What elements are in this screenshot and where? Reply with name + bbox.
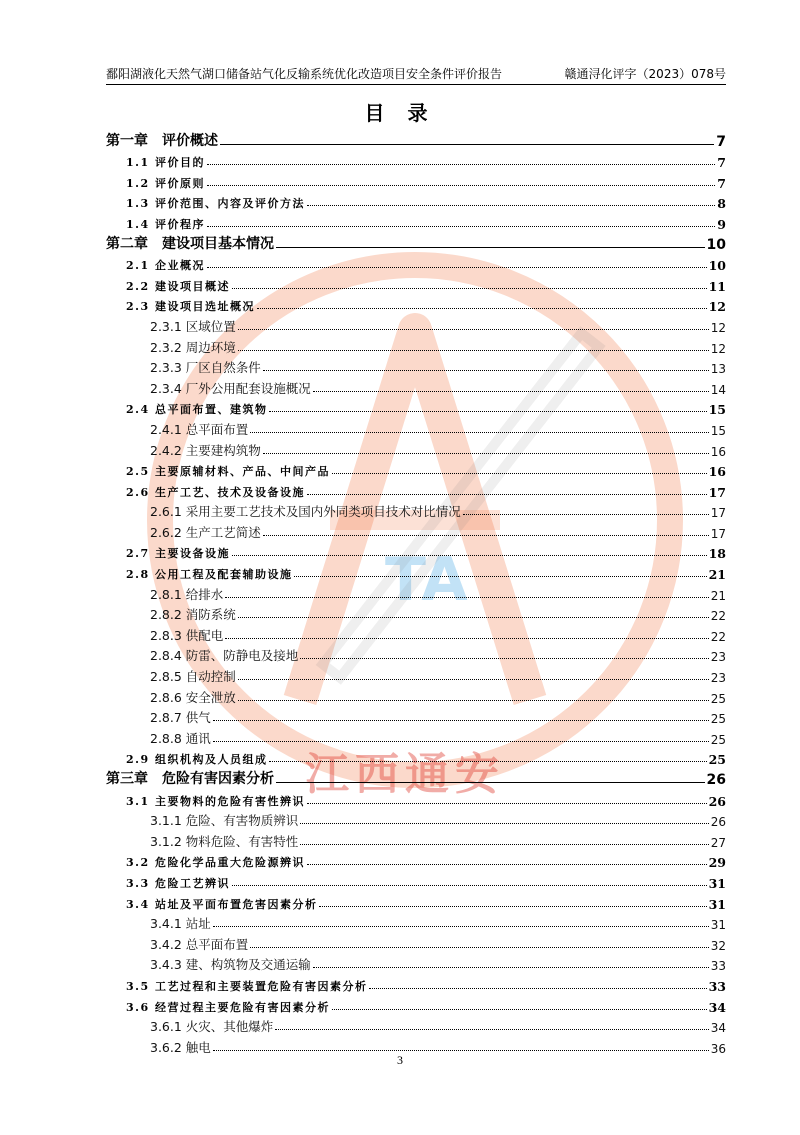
toc-subsection-entry[interactable] — [106, 500, 726, 521]
toc-entry-label: 1.4 评价程序 — [126, 217, 205, 231]
toc-entry-page: 31 — [708, 875, 726, 891]
toc-subsection-entry[interactable] — [106, 644, 726, 665]
toc-entry-label: 3.4.3 建、构筑物及交通运输 — [150, 957, 311, 973]
toc-leader-dots — [250, 432, 708, 433]
toc-leader-dots — [257, 308, 707, 309]
toc-subsection-entry[interactable] — [106, 829, 726, 850]
toc-entry-page: 12 — [710, 341, 726, 356]
toc-entry-page: 26 — [710, 815, 726, 830]
watermark-logo-letters: TA — [385, 545, 468, 615]
toc-entry-page: 25 — [708, 752, 726, 768]
toc-entry-label: 2.4.1 总平面布置 — [150, 421, 249, 437]
toc-entry-page: 9 — [717, 216, 726, 232]
toc-leader-dots — [238, 679, 709, 680]
toc-leader-dots — [213, 741, 709, 742]
toc-leader-dots — [276, 782, 705, 783]
toc-section-entry[interactable] — [106, 253, 726, 274]
toc-subsection-entry[interactable] — [106, 603, 726, 624]
toc-leader-dots — [225, 597, 708, 598]
toc-entry-page: 7 — [716, 133, 726, 150]
toc-subsection-entry[interactable] — [106, 314, 726, 335]
toc-subsection-entry[interactable] — [106, 438, 726, 459]
toc-subsection-entry[interactable] — [106, 809, 726, 830]
toc-entry-page: 14 — [710, 382, 726, 397]
toc-entry-label: 3.2 危险化学品重大危险源辨识 — [126, 856, 305, 870]
toc-leader-dots — [232, 288, 707, 289]
toc-entry-label: 3.1 主要物料的危险有害性辨识 — [126, 794, 305, 808]
toc-section-entry[interactable] — [106, 273, 726, 294]
toc-entry-label: 3.1.1 危险、有害物质辨识 — [150, 813, 299, 829]
toc-entry-label: 3.6 经营过程主要危险有害因素分析 — [126, 1000, 330, 1014]
toc-entry-page: 10 — [708, 258, 726, 274]
toc-entry-label: 2.3.4 厂外公用配套设施概况 — [150, 380, 311, 396]
toc-leader-dots — [238, 350, 709, 351]
toc-leader-dots — [213, 926, 709, 927]
toc-entry-label: 第三章 危险有害因素分析 — [106, 771, 274, 787]
toc-subsection-entry[interactable] — [106, 356, 726, 377]
toc-entry-page: 12 — [708, 299, 726, 315]
toc-section-entry[interactable] — [106, 870, 726, 891]
toc-entry-label: 3.6.1 火灾、其他爆炸 — [150, 1019, 274, 1035]
toc-entry-label: 2.2 建设项目概述 — [126, 279, 230, 293]
toc-subsection-entry[interactable] — [106, 1015, 726, 1036]
toc-subsection-entry[interactable] — [106, 582, 726, 603]
toc-entry-label: 2.8.1 给排水 — [150, 586, 224, 602]
toc-entry-page: 15 — [708, 402, 726, 418]
toc-title: 目 录 — [364, 101, 436, 125]
toc-entry-label: 2.8.3 供配电 — [150, 627, 224, 643]
page-number: 3 — [397, 1053, 403, 1067]
toc-entry-label: 2.8.6 安全泄放 — [150, 689, 236, 705]
toc-section-entry[interactable] — [106, 294, 726, 315]
toc-subsection-entry[interactable] — [106, 376, 726, 397]
toc-section-entry[interactable] — [106, 788, 726, 809]
toc-entry-label: 2.6.2 生产工艺简述 — [150, 524, 261, 540]
toc-leader-dots — [319, 906, 706, 907]
toc-subsection-entry[interactable] — [106, 520, 726, 541]
toc-leader-dots — [225, 638, 708, 639]
toc-leader-dots — [238, 329, 709, 330]
toc-entry-label: 3.1.2 物料危险、有害特性 — [150, 833, 299, 849]
toc-leader-dots — [207, 267, 707, 268]
toc-entry-page: 17 — [708, 484, 726, 500]
header-report-title: 鄱阳湖液化天然气湖口储备站气化反输系统优化改造项目安全条件评价报告 — [106, 67, 503, 81]
toc-entry-page: 7 — [717, 155, 726, 171]
toc-entry-label: 3.5 工艺过程和主要装置危险有害因素分析 — [126, 979, 368, 993]
toc-entry-label: 2.4.2 主要建构筑物 — [150, 442, 261, 458]
toc-entry-page: 16 — [710, 444, 726, 459]
toc-entry-page: 36 — [710, 1041, 726, 1056]
toc-section-entry[interactable] — [106, 541, 726, 562]
toc-entry-page: 26 — [706, 772, 726, 788]
toc-entry-page: 21 — [710, 588, 726, 603]
toc-chapter-entry[interactable] — [106, 129, 726, 150]
toc-section-entry[interactable] — [106, 891, 726, 912]
toc-entry-page: 34 — [710, 1021, 726, 1036]
toc-entry-page: 31 — [708, 896, 726, 912]
toc-entry-label: 2.9 组织机构及人员组成 — [126, 753, 268, 767]
toc-entry-page: 16 — [708, 464, 726, 480]
toc-leader-dots — [313, 967, 709, 968]
toc-entry-page: 10 — [706, 236, 726, 253]
toc-leader-dots — [207, 164, 715, 165]
toc-entry-page: 27 — [710, 835, 726, 850]
toc-leader-dots — [275, 1029, 708, 1030]
toc-section-entry[interactable] — [106, 397, 726, 418]
toc-entry-label: 2.3.3 厂区自然条件 — [150, 360, 261, 376]
toc-entry-label: 2.8.8 通讯 — [150, 730, 211, 746]
toc-entry-page: 25 — [710, 691, 726, 706]
toc-section-entry[interactable] — [106, 561, 726, 582]
toc-section-entry[interactable] — [106, 191, 726, 212]
toc-section-entry[interactable] — [106, 459, 726, 480]
running-header — [106, 66, 726, 85]
toc-leader-dots — [369, 988, 706, 989]
toc-subsection-entry[interactable] — [106, 726, 726, 747]
toc-entry-label: 2.8.5 自动控制 — [150, 669, 236, 685]
toc-entry-label: 3.6.2 触电 — [150, 1039, 211, 1055]
toc-entry-page: 18 — [708, 546, 726, 562]
toc-entry-label: 3.4 站址及平面布置危害因素分析 — [126, 897, 318, 911]
toc-entry-label: 3.3 危险工艺辨识 — [126, 876, 230, 890]
toc-subsection-entry[interactable] — [106, 335, 726, 356]
toc-section-entry[interactable] — [106, 850, 726, 871]
toc-entry-page: 21 — [708, 567, 726, 583]
toc-subsection-entry[interactable] — [106, 953, 726, 974]
toc-section-entry[interactable] — [106, 150, 726, 171]
toc-leader-dots — [263, 535, 709, 536]
toc-leader-dots — [238, 617, 709, 618]
toc-entry-label: 2.8.7 供气 — [150, 710, 211, 726]
toc-subsection-entry[interactable] — [106, 706, 726, 727]
toc-entry-page: 13 — [710, 362, 726, 377]
toc-leader-dots — [263, 370, 709, 371]
toc-entry-page: 29 — [708, 855, 726, 871]
header-report-number: 赣通浔化评字（2023）078号 — [564, 67, 726, 81]
toc-chapter-entry[interactable] — [106, 232, 726, 253]
toc-entry-page: 25 — [710, 712, 726, 727]
toc-leader-dots — [300, 658, 708, 659]
toc-entry-page: 25 — [710, 732, 726, 747]
toc-entry-page: 26 — [708, 793, 726, 809]
toc-section-entry[interactable] — [106, 973, 726, 994]
toc-leader-dots — [269, 411, 706, 412]
toc-entry-page: 22 — [710, 609, 726, 624]
toc-leader-dots — [307, 803, 707, 804]
toc-entry-label: 1.1 评价目的 — [126, 156, 205, 170]
toc-entry-page: 32 — [710, 938, 726, 953]
toc-leader-dots — [207, 185, 715, 186]
toc-entry-label: 2.8.4 防雷、防静电及接地 — [150, 648, 299, 664]
toc-leader-dots — [269, 761, 706, 762]
toc-entry-label: 2.7 主要设备设施 — [126, 547, 230, 561]
watermark-text: 江西通安 — [305, 749, 505, 800]
toc-entry-page: 15 — [710, 423, 726, 438]
toc-section-entry[interactable] — [106, 994, 726, 1015]
toc-leader-dots — [300, 823, 708, 824]
toc-entry-page: 8 — [717, 196, 726, 212]
toc-entry-page: 12 — [710, 320, 726, 335]
toc-chapter-entry[interactable] — [106, 767, 726, 788]
toc-entry-page: 23 — [710, 671, 726, 686]
toc-leader-dots — [294, 576, 706, 577]
toc-leader-dots — [463, 514, 709, 515]
toc-leader-dots — [332, 1009, 707, 1010]
toc-entry-label: 2.6 生产工艺、技术及设备设施 — [126, 485, 305, 499]
toc-leader-dots — [232, 555, 707, 556]
toc-leader-dots — [232, 885, 707, 886]
toc-entry-label: 3.4.2 总平面布置 — [150, 936, 249, 952]
toc-leader-dots — [263, 453, 709, 454]
toc-section-entry[interactable] — [106, 211, 726, 232]
toc-entry-label: 2.1 企业概况 — [126, 259, 205, 273]
toc-entry-page: 33 — [708, 978, 726, 994]
toc-leader-dots — [213, 720, 709, 721]
toc-entry-label: 2.8 公用工程及配套辅助设施 — [126, 568, 293, 582]
toc-entry-label: 3.4.1 站址 — [150, 916, 211, 932]
toc-subsection-entry[interactable] — [106, 623, 726, 644]
toc-leader-dots — [276, 247, 705, 248]
toc-entry-page: 7 — [717, 175, 726, 191]
toc-entry-label: 2.4 总平面布置、建筑物 — [126, 403, 268, 417]
toc-leader-dots — [250, 947, 708, 948]
toc-entry-label: 1.3 评价范围、内容及评价方法 — [126, 197, 305, 211]
toc-section-entry[interactable] — [106, 479, 726, 500]
toc-entry-label: 2.5 主要原辅材料、产品、中间产品 — [126, 465, 330, 479]
toc-leader-dots — [307, 864, 707, 865]
table-of-contents — [106, 129, 726, 1056]
toc-entry-page: 23 — [710, 650, 726, 665]
toc-leader-dots — [307, 494, 707, 495]
toc-entry-page: 17 — [710, 506, 726, 521]
toc-entry-page: 22 — [710, 629, 726, 644]
toc-leader-dots — [220, 144, 714, 145]
toc-subsection-entry[interactable] — [106, 664, 726, 685]
toc-entry-page: 17 — [710, 526, 726, 541]
toc-section-entry[interactable] — [106, 170, 726, 191]
toc-leader-dots — [238, 700, 709, 701]
toc-leader-dots — [213, 1050, 709, 1051]
toc-leader-dots — [313, 391, 709, 392]
toc-entry-label: 2.3.1 区域位置 — [150, 318, 236, 334]
toc-subsection-entry[interactable] — [106, 932, 726, 953]
toc-leader-dots — [332, 473, 707, 474]
toc-subsection-entry[interactable] — [106, 417, 726, 438]
toc-entry-page: 31 — [710, 918, 726, 933]
toc-subsection-entry[interactable] — [106, 912, 726, 933]
toc-leader-dots — [300, 844, 708, 845]
toc-entry-label: 2.3.2 周边环境 — [150, 339, 236, 355]
toc-subsection-entry[interactable] — [106, 685, 726, 706]
toc-entry-page: 34 — [708, 999, 726, 1015]
toc-entry-label: 第一章 评价概述 — [106, 132, 218, 149]
toc-entry-label: 2.8.2 消防系统 — [150, 607, 236, 623]
toc-leader-dots — [207, 226, 715, 227]
toc-entry-page: 11 — [708, 278, 726, 294]
toc-section-entry[interactable] — [106, 747, 726, 768]
toc-entry-page: 33 — [710, 959, 726, 974]
toc-entry-label: 1.2 评价原则 — [126, 176, 205, 190]
toc-entry-label: 2.6.1 采用主要工艺技术及国内外同类项目技术对比情况 — [150, 504, 461, 520]
toc-leader-dots — [307, 205, 715, 206]
toc-entry-label: 第二章 建设项目基本情况 — [106, 235, 274, 252]
toc-entry-label: 2.3 建设项目选址概况 — [126, 300, 255, 314]
